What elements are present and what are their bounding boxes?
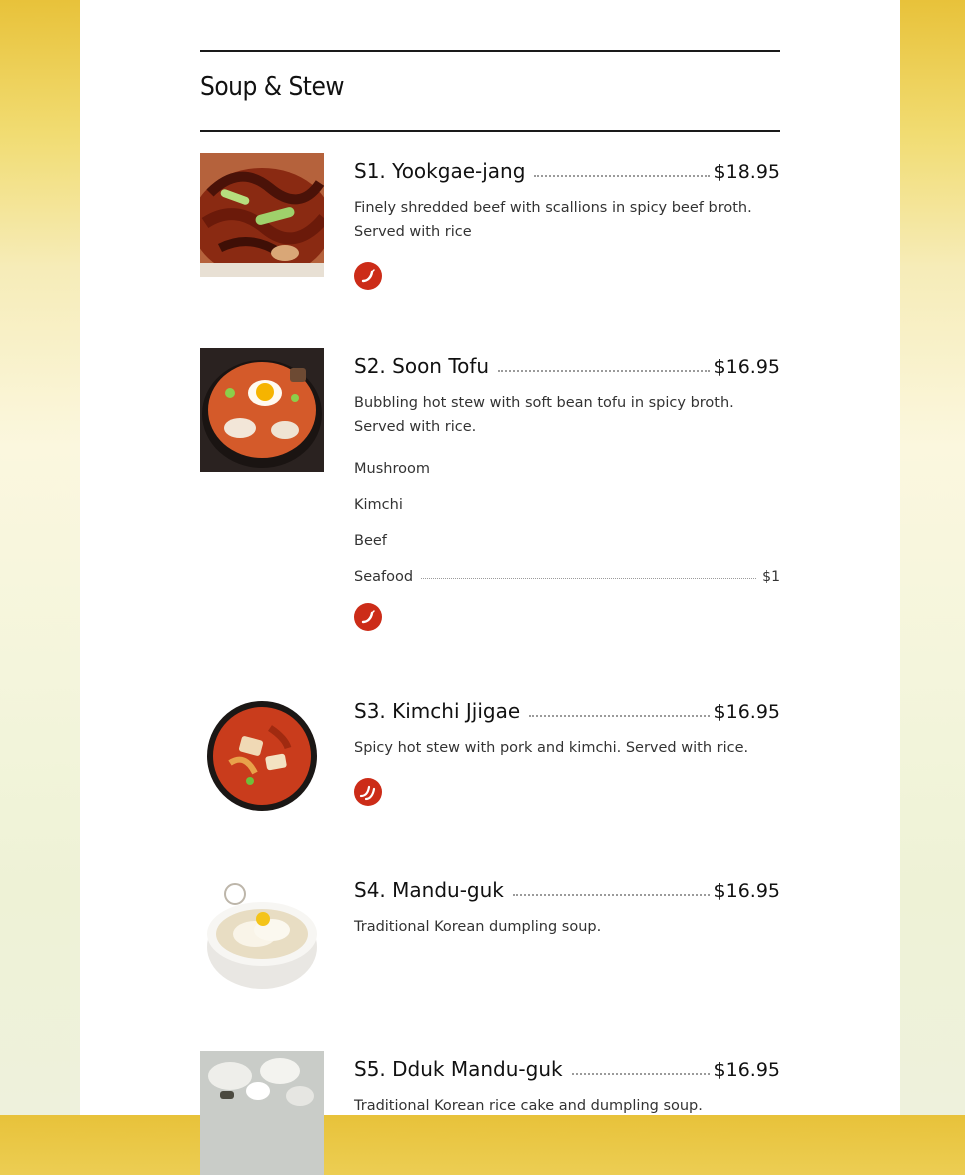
option-kimchi[interactable] [354,491,780,513]
item-info [354,1051,780,1118]
dish-photo[interactable] [200,1051,324,1175]
dish-photo[interactable] [200,348,324,472]
item-name: S4. Mandu-guk [354,878,504,902]
item-description: Spicy hot stew with pork and kimchi. Served with rice. [354,740,749,756]
double-chili-icon [354,778,382,806]
dotted-leader [421,578,756,579]
item-price: $16.95 [713,880,780,902]
item-name: S3. Kimchi Jjigae [354,699,521,723]
item-title-row [354,1051,780,1081]
dotted-leader [572,1073,710,1075]
dotted-leader [498,370,709,372]
section-title: Soup & Stew [200,72,344,102]
item-description: Finely shredded beef with scallions in spicy beef broth. Served with rice [354,200,752,240]
section-bottom-rule [200,130,780,132]
item-title-row [354,693,780,723]
item-price: $16.95 [713,1059,780,1081]
item-info [354,872,780,939]
item-title-row [354,153,780,183]
option-beef[interactable] [354,527,780,549]
item-description: Traditional Korean rice cake and dumpling soup. [354,1098,703,1114]
item-options [354,455,780,585]
item-price: $16.95 [713,356,780,378]
option-label: Kimchi [354,497,403,513]
item-info [354,153,780,290]
mild-chili-icon [354,262,382,290]
option-label: Beef [354,533,387,549]
item-description: Bubbling hot stew with soft bean tofu in spicy broth. Served with rice. [354,395,734,435]
item-description: Traditional Korean dumpling soup. [354,919,602,935]
dish-photo[interactable] [200,693,324,817]
menu-panel [80,0,900,1115]
option-seafood[interactable] [354,563,780,585]
option-label: Mushroom [354,461,430,477]
item-info [354,348,780,631]
item-title-row [354,348,780,378]
item-name: S1. Yookgae-jang [354,159,526,183]
item-info [354,693,780,806]
option-price: $1 [762,569,780,585]
dotted-leader [529,715,709,717]
mild-chili-icon [354,603,382,631]
item-price: $18.95 [713,161,780,183]
item-name: S5. Dduk Mandu-guk [354,1057,563,1081]
option-label: Seafood [354,569,414,585]
option-mushroom[interactable] [354,455,780,477]
dotted-leader [534,175,709,177]
dish-photo[interactable] [200,153,324,277]
item-title-row [354,872,780,902]
item-price: $16.95 [713,701,780,723]
dish-photo[interactable] [200,872,324,996]
item-name: S2. Soon Tofu [354,354,490,378]
dotted-leader [513,894,710,896]
section-top-rule [200,50,780,52]
